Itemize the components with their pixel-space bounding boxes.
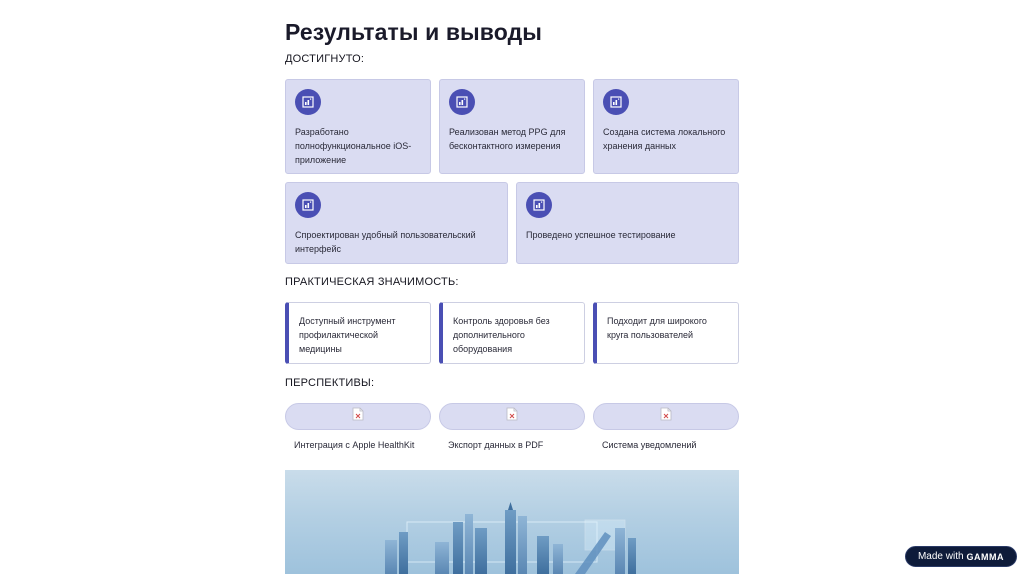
broken-image-icon [506,407,518,426]
practical-card-text: Доступный инструмент профилактической медицины [299,316,396,354]
chart-icon [603,89,629,115]
perspective-pill-3 [593,403,739,430]
perspectives-label: ПЕРСПЕКТИВЫ: [285,377,375,389]
made-with-gamma-badge[interactable] [905,546,1017,567]
achieved-card-text: Разработано полнофункциональное iOS-приложение [295,127,412,165]
achieved-card-text: Реализован метод PPG для бесконтактного измерения [449,127,566,151]
chart-icon [449,89,475,115]
achieved-card-1 [285,79,431,174]
broken-image-icon [352,407,364,426]
badge-brand: GAMMA [966,551,1005,562]
achieved-card-2 [439,79,585,174]
achieved-label: ДОСТИГНУТО: [285,53,365,65]
achieved-card-3 [593,79,739,174]
hero-city-image [285,470,739,574]
chart-icon [526,192,552,218]
achieved-card-text: Спроектирован удобный пользовательский интерфейс [295,230,476,254]
achieved-card-4 [285,182,508,264]
practical-card-1 [285,302,431,364]
broken-image-icon [660,407,672,426]
practical-card-3 [593,302,739,364]
perspective-caption-1: Интеграция с Apple HealthKit [294,440,415,450]
page-title: Результаты и выводы [285,19,543,45]
practical-card-text: Подходит для широкого круга пользователей [607,316,707,340]
badge-prefix: Made with [917,551,964,562]
achieved-card-5 [516,182,739,264]
achieved-card-text: Создана система локального хранения данных [603,127,726,151]
practical-label: ПРАКТИЧЕСКАЯ ЗНАЧИМОСТЬ: [285,276,459,288]
practical-card-text: Контроль здоровья без дополнительного оборудования [453,316,550,354]
achieved-card-text: Проведено успешное тестирование [526,230,676,240]
practical-card-2 [439,302,585,364]
perspective-pill-1 [285,403,431,430]
perspective-caption-2: Экспорт данных в PDF [448,440,544,450]
perspective-pill-2 [439,403,585,430]
chart-icon [295,89,321,115]
chart-icon [295,192,321,218]
perspective-caption-3: Система уведомлений [602,440,697,450]
